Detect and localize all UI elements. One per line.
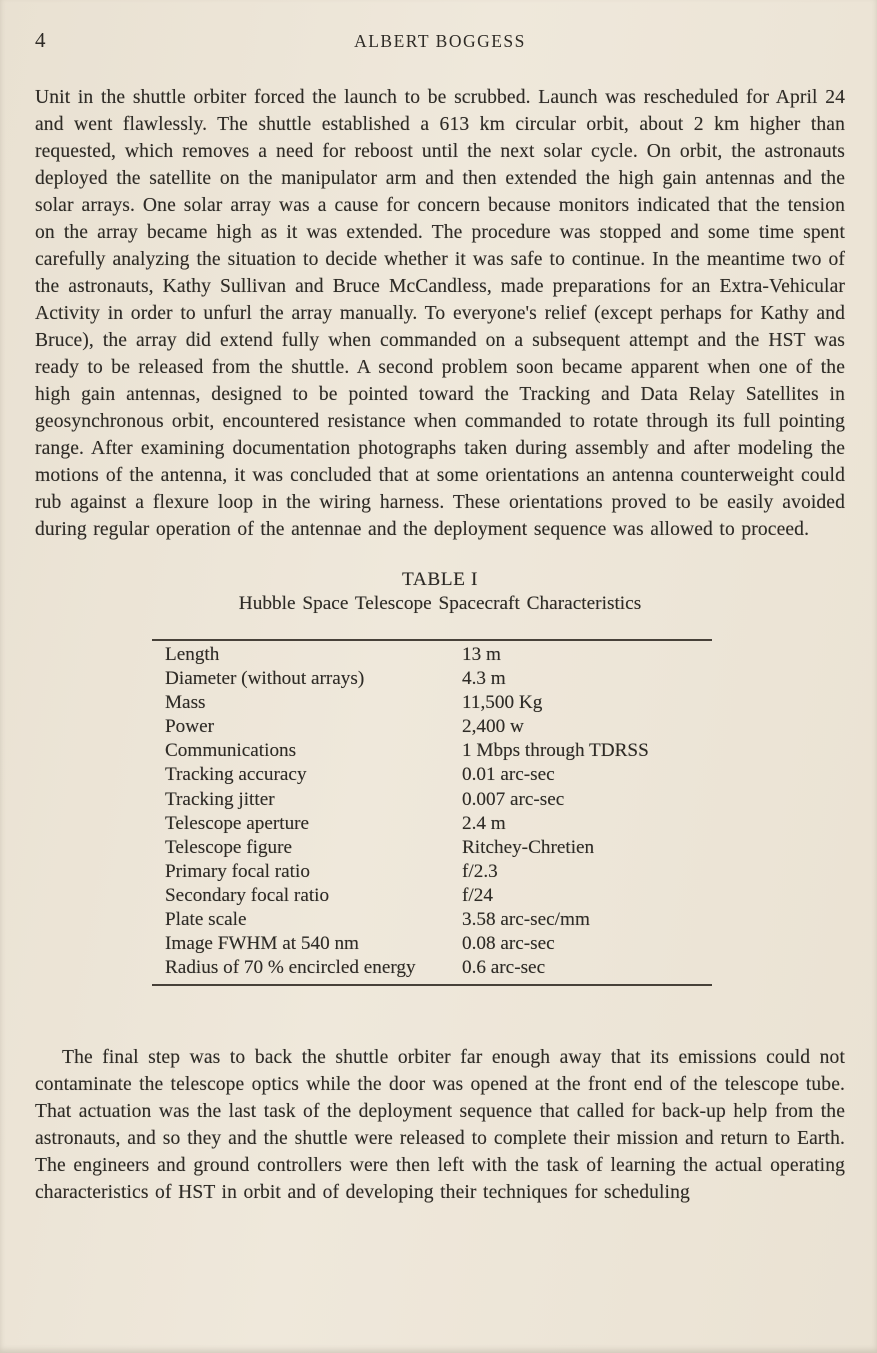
table-row: [152, 908, 712, 932]
row-value: 2,400 w: [462, 716, 524, 738]
table-row: [152, 956, 712, 980]
page-header: [35, 28, 845, 53]
row-label: Telescope figure: [165, 836, 293, 858]
row-label: Tracking jitter: [165, 788, 275, 810]
running-header: ALBERT BOGGESS: [354, 31, 526, 51]
table-row: [152, 788, 712, 812]
row-value: Ritchey-Chretien: [462, 836, 595, 858]
row-label: Power: [165, 716, 215, 738]
page-number: 4: [35, 28, 46, 52]
row-value: 0.007 arc-sec: [462, 788, 565, 810]
table-row: [152, 812, 712, 836]
row-value: 0.01 arc-sec: [462, 764, 555, 786]
row-label: Secondary focal ratio: [165, 884, 330, 906]
row-value: 0.6 arc-sec: [462, 957, 546, 979]
table-row: [152, 860, 712, 884]
row-value: 1 Mbps through TDRSS: [462, 740, 649, 762]
table-row: [152, 667, 712, 691]
table-row: [152, 836, 712, 860]
table-row: [152, 691, 712, 715]
row-label: Tracking accuracy: [165, 764, 307, 786]
spec-table: [152, 639, 712, 986]
table-row: [152, 715, 712, 739]
row-label: Length: [165, 644, 220, 665]
row-label: Mass: [165, 692, 206, 714]
row-value: 4.3 m: [462, 668, 506, 690]
row-label: Diameter (without arrays): [165, 668, 365, 690]
row-label: Plate scale: [165, 909, 247, 931]
row-label: Radius of 70 % encircled energy: [165, 957, 416, 979]
row-label: Telescope aperture: [165, 812, 310, 834]
table-row: [152, 763, 712, 787]
table-title: TABLE I: [401, 569, 478, 590]
row-value: 0.08 arc-sec: [462, 933, 555, 955]
row-value: 2.4 m: [462, 812, 506, 834]
paragraph-2: The final step was to back the shuttle orbiter far enough away that its emissions could not contaminate the telescope optics while the door was opened at the front end of the telescope tube. That actuation was the last task of the deployment sequence that called for back-up help from the astronauts, and so they and the shuttle were released to complete their mission and return to Earth. The engineers and ground controllers were then left with the task of learning the actual operating characteristics of HST in orbit and of developing their techniques for scheduling: [35, 1047, 845, 1204]
row-value: f/2.3: [462, 860, 498, 882]
row-value: 11,500 Kg: [462, 692, 543, 714]
table-subtitle: Hubble Space Telescope Spacecraft Characteristics: [238, 593, 642, 614]
table-row: [152, 739, 712, 763]
row-value: f/24: [462, 884, 493, 906]
table-row: [152, 932, 712, 956]
row-label: Image FWHM at 540 nm: [165, 933, 359, 955]
table-row: [152, 884, 712, 908]
table-row: [152, 643, 712, 667]
row-label: Primary focal ratio: [165, 860, 310, 882]
paragraph-1: Unit in the shuttle orbiter forced the launch to be scrubbed. Launch was rescheduled for April 24 and went flawlessly. The shuttle established a 613 km circular orbit, about 2 km higher than requested, which removes a need for reboost until the next solar cycle. On orbit, the astronauts deployed the satellite on the manipulator arm and then extended the high gain antennas and the solar arrays. One solar array was a cause for concern because monitors indicated that the tension on the array became high as it was extended. The procedure was stopped and some time spent carefully analyzing the situation to decide whether it was safe to continue. In the meantime two of the astronauts, Kathy Sullivan and Bruce McCandless, made preparations for an Extra-Vehicular Activity in order to unfurl the array manually. To everyone's relief (except perhaps for Kathy and Bruce), the array did extend fully when commanded on a subsequent attempt and the HST was ready to be released from the shuttle. A second problem soon became apparent when one of the high gain antennas, designed to be pointed toward the Tracking and Data Relay Satellites in geosynchronous orbit, encountered resistance when commanded to rotate through its full pointing range. After examining documentation photographs taken during assembly and after modeling the motions of the antenna, it was concluded that at some orientations an antenna counterweight could rub against a flexure loop in the wiring harness. These orientations proved to be easily avoided during regular operation of the antennae and the deployment sequence was allowed to proceed.: [35, 87, 845, 540]
row-value: 3.58 arc-sec/mm: [462, 909, 590, 931]
row-label: Communications: [165, 740, 297, 762]
table-caption: [35, 568, 845, 616]
row-value: 13 m: [462, 644, 501, 665]
